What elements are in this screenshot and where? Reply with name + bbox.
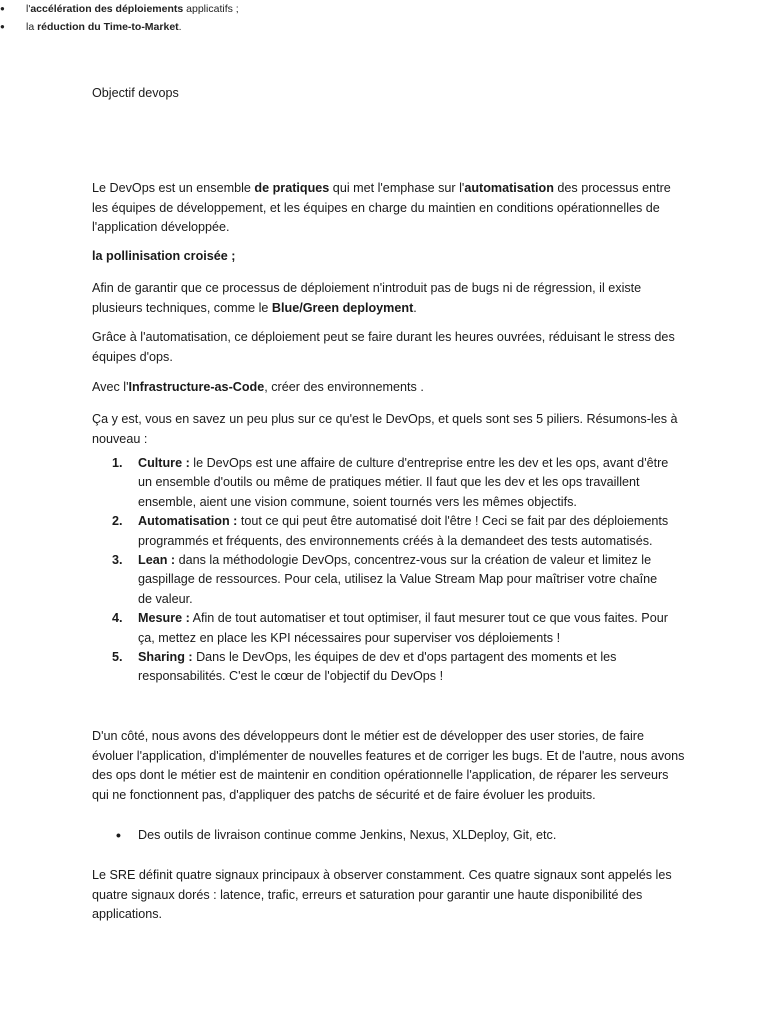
page-title: Objectif devops xyxy=(92,86,179,100)
devops-definition-paragraph xyxy=(92,179,672,238)
pillar-text: tout ce qui peut être automatisé doit l'être ! Ceci se fait par des déploiements programmés et fréquents, des environnements créés à la demandeet des tests automatisés. xyxy=(138,514,669,548)
text-run: Afin de garantir que ce processus de déploiement n'introduit pas de bugs ni de régression, il existe plusieurs techniques, comme le xyxy=(92,281,642,315)
sre-paragraph: Le SRE définit quatre signaux principaux à observer constamment. Ces quatre signaux sont appelés les quatre signaux dorés : latence, trafic, erreurs et saturation pour garantir une haute disponibilité des applications. xyxy=(92,868,672,921)
text-run: des processus entre les équipes de développement, et les équipes en charge du maintien en conditions opérationnelles de l'application développée. xyxy=(92,181,671,234)
pillar-item xyxy=(112,454,672,512)
bluegreen-paragraph xyxy=(92,279,682,318)
list-item xyxy=(0,18,768,36)
objectives-list xyxy=(0,0,768,36)
pillar-number: 2. xyxy=(112,514,123,529)
pillar-text: Dans le DevOps, les équipes de dev et d'ops partagent des moments et les responsabilités. C'est le cœur de l'objectif du DevOps ! xyxy=(138,650,617,684)
pillar-number: 4. xyxy=(112,611,123,626)
automation-paragraph: Grâce à l'automatisation, ce déploiement peut se faire durant les heures ouvrées, réduisant le stress des équipes d'ops. xyxy=(92,330,675,364)
text-bold: automatisation xyxy=(464,181,554,195)
text-bold: de pratiques xyxy=(254,181,330,195)
tools-list xyxy=(116,826,556,845)
pillar-text: Afin de tout automatiser et tout optimiser, il faut mesurer tout ce que vous faites. Pour ça, mettez en place les KPI nécessaires pour superviser vos déploiements ! xyxy=(138,611,668,645)
pillars-list xyxy=(112,454,672,687)
list-item xyxy=(0,0,768,18)
item-prefix: la xyxy=(26,21,38,33)
item-suffix: . xyxy=(178,21,182,33)
pillars-intro-paragraph: Ça y est, vous en savez un peu plus sur ce qu'est le DevOps, et quels sont ses 5 piliers. Résumons-les à nouveau : xyxy=(92,412,678,446)
text-run: qui met l'emphase sur l' xyxy=(329,181,465,195)
list-item: • Des outils de livraison continue comme Jenkins, Nexus, XLDeploy, Git, etc. xyxy=(116,826,556,845)
pillar-item xyxy=(112,609,672,648)
pillar-label: Mesure : xyxy=(138,611,190,626)
pillar-number: 5. xyxy=(112,650,123,665)
item-suffix: applicatifs ; xyxy=(183,3,239,15)
item-bold: réduction du Time-to-Market xyxy=(37,21,179,33)
pillar-item xyxy=(112,648,672,687)
pillar-item xyxy=(112,512,672,551)
pillar-label: Lean : xyxy=(138,553,176,568)
text-run: , créer des environnements . xyxy=(264,380,424,394)
text-run: Le DevOps est un ensemble xyxy=(92,181,255,195)
item-bold: accélération des déploiements xyxy=(30,3,184,15)
pillar-item xyxy=(112,551,672,609)
pillar-text: dans la méthodologie DevOps, concentrez-vous sur la création de valeur et limitez le gaspillage de ressources. Pour cela, utilisez la Value Stream Map pour maîtriser votre chaîne de valeur. xyxy=(138,553,658,606)
pillar-label: Culture : xyxy=(138,456,190,470)
text-run: Avec l' xyxy=(92,380,129,394)
text-bold: Blue/Green deployment xyxy=(271,300,414,315)
pillar-label: Automatisation : xyxy=(138,514,238,529)
pollination-heading: la pollinisation croisée ; xyxy=(92,249,236,263)
pillar-number: 1. xyxy=(112,456,123,470)
pillar-text: le DevOps est une affaire de culture d'entreprise entre les dev et les ops, avant d'être un ensemble d'outils ou même de pratiques métier. Il faut que les dev et les ops travaillent ensemble, aient une vision commune, soient tournés vers les mêmes objectifs. xyxy=(138,456,669,509)
pillar-number: 3. xyxy=(112,553,123,568)
dev-ops-roles-paragraph: D'un côté, nous avons des développeurs dont le métier est de développer des user stories, de faire évoluer l'application, d'implémenter de nouvelles features et de corriger les bugs. Et de l'autre, nous avons des ops dont le métier est de maintenir en condition opérationnelle l'application, de réparer les serveurs qui ne fonctionnent pas, d'appliquer des patchs de sécurité et de faire évoluer les produits. xyxy=(92,729,685,802)
text-run: . xyxy=(413,300,417,315)
item-prefix: l' xyxy=(26,3,31,15)
iac-paragraph xyxy=(92,378,672,398)
text-bold: Infrastructure-as-Code xyxy=(128,380,265,394)
pillar-label: Sharing : xyxy=(138,650,193,665)
